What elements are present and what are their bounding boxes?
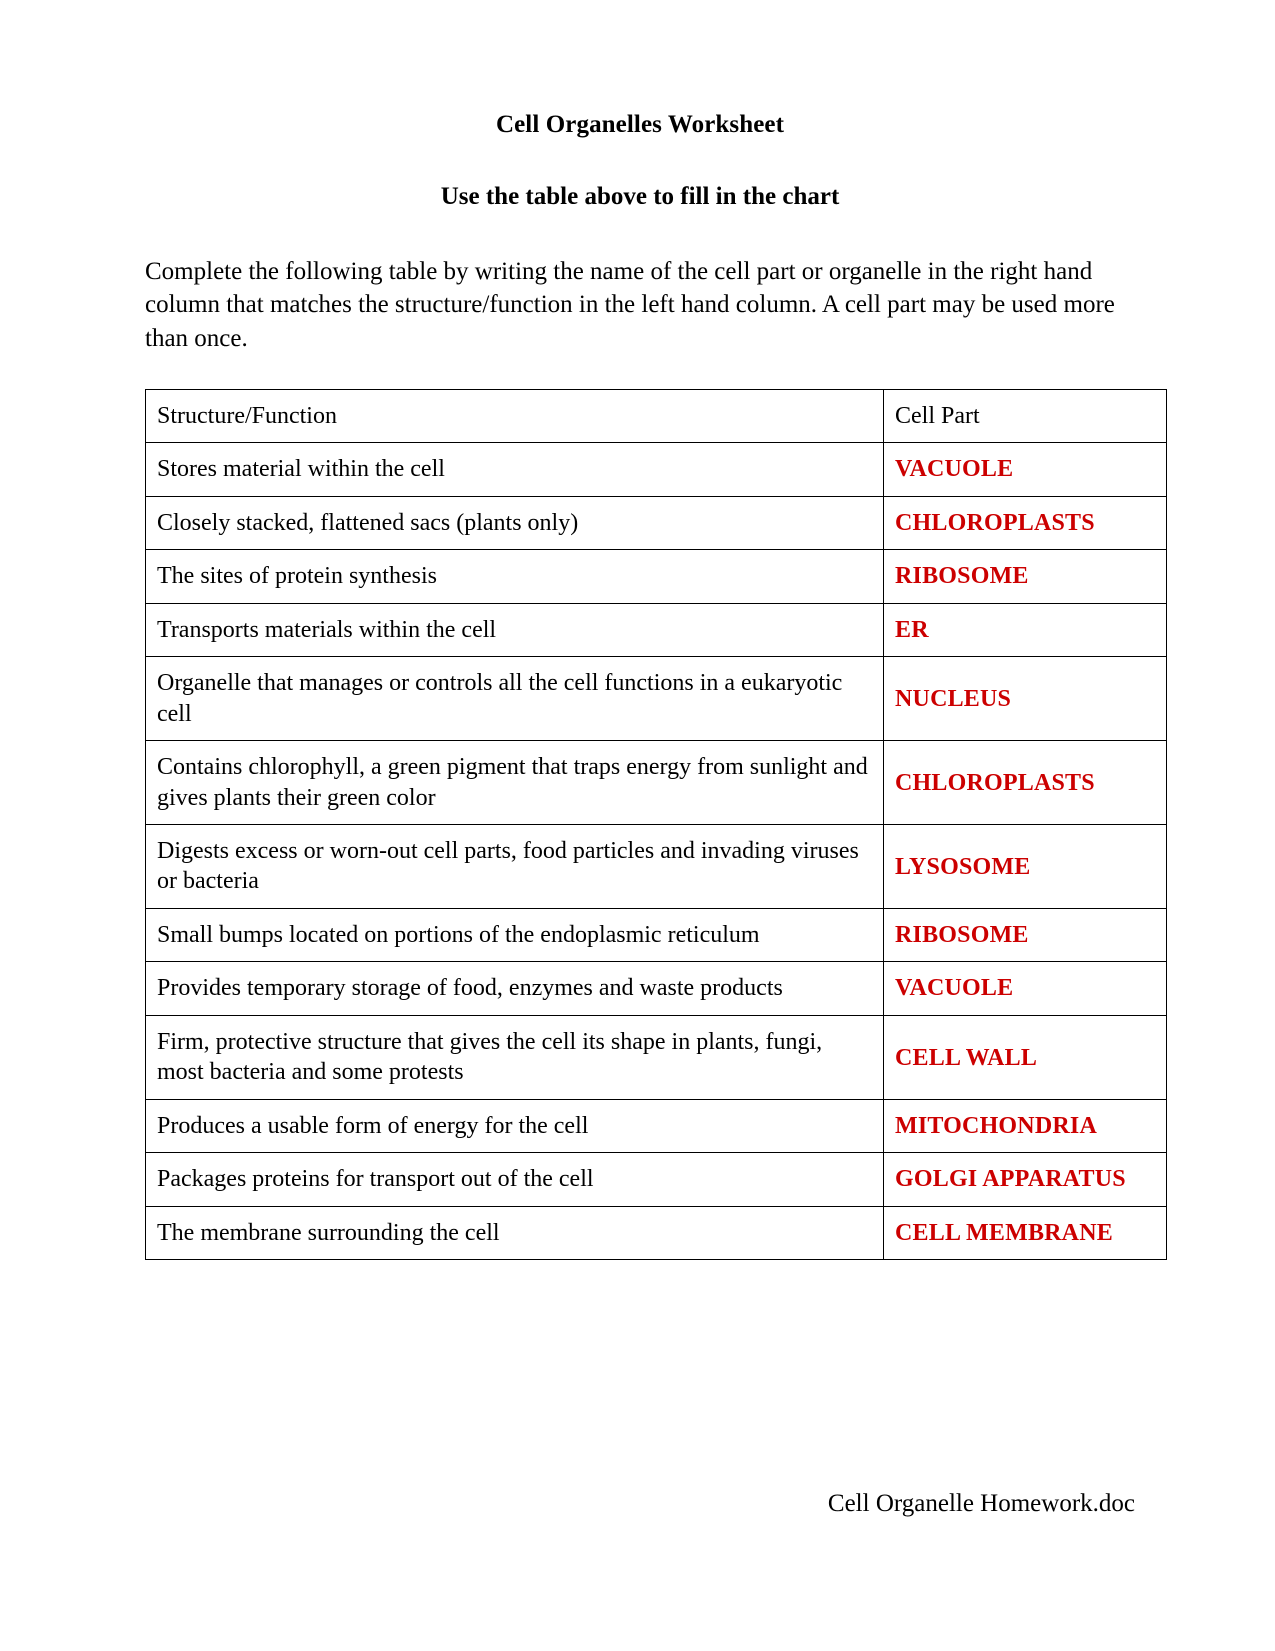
answer-text: RIBOSOME (895, 563, 1029, 590)
cell-part-cell (884, 1153, 1167, 1206)
table-row (146, 741, 1167, 825)
document-footer: Cell Organelle Homework.doc (827, 1490, 1135, 1517)
structure-function-cell: Stores material within the cell (146, 443, 884, 496)
structure-function-cell: The sites of protein synthesis (146, 550, 884, 603)
cell-part-cell (884, 962, 1167, 1015)
cell-part-cell (884, 657, 1167, 741)
cell-part-cell (884, 550, 1167, 603)
table-row (146, 443, 1167, 496)
header-structure-function: Structure/Function (146, 389, 884, 442)
answer-text: VACUOLE (895, 975, 1014, 1002)
table-row (146, 908, 1167, 961)
answer-text: ER (895, 616, 929, 643)
answer-text: GOLGI APPARATUS (895, 1166, 1126, 1193)
table-row (146, 824, 1167, 908)
cell-part-cell (884, 496, 1167, 549)
structure-function-cell: Closely stacked, flattened sacs (plants only) (146, 496, 884, 549)
page-title: Cell Organelles Worksheet (495, 111, 785, 138)
structure-function-cell: Firm, protective structure that gives the cell its shape in plants, fungi, most bacteria and some protests (146, 1015, 884, 1099)
answer-text: RIBOSOME (895, 921, 1029, 948)
table-row (146, 1015, 1167, 1099)
cell-part-cell (884, 1206, 1167, 1259)
cell-organelles-table (145, 389, 1167, 1260)
structure-function-cell: Provides temporary storage of food, enzymes and waste products (146, 962, 884, 1015)
answer-text: VACUOLE (895, 456, 1014, 483)
answer-text: NUCLEUS (895, 686, 1012, 713)
table-row (146, 1206, 1167, 1259)
structure-function-cell: Organelle that manages or controls all the cell functions in a eukaryotic cell (146, 657, 884, 741)
cell-part-cell (884, 1015, 1167, 1099)
table-row (146, 1099, 1167, 1152)
answer-text: CELL WALL (895, 1044, 1038, 1071)
structure-function-cell: Packages proteins for transport out of the cell (146, 1153, 884, 1206)
header-cell-part: Cell Part (884, 389, 1167, 442)
answer-text: CHLOROPLASTS (895, 770, 1095, 797)
answer-text: CELL MEMBRANE (895, 1219, 1113, 1246)
structure-function-cell: The membrane surrounding the cell (146, 1206, 884, 1259)
cell-part-cell (884, 741, 1167, 825)
page-subtitle: Use the table above to fill in the chart (440, 183, 840, 210)
answer-text: MITOCHONDRIA (895, 1112, 1097, 1139)
table-row (146, 496, 1167, 549)
table-header-row (146, 389, 1167, 442)
cell-part-cell (884, 908, 1167, 961)
structure-function-cell: Contains chlorophyll, a green pigment that traps energy from sunlight and gives plants their green color (146, 741, 884, 825)
structure-function-cell: Digests excess or worn-out cell parts, food particles and invading viruses or bacteria (146, 824, 884, 908)
answer-text: LYSOSOME (895, 853, 1031, 880)
table-row (146, 550, 1167, 603)
structure-function-cell: Small bumps located on portions of the endoplasmic reticulum (146, 908, 884, 961)
cell-part-cell (884, 824, 1167, 908)
table-row (146, 603, 1167, 656)
instructions-paragraph: Complete the following table by writing the name of the cell part or organelle in the right hand column that matches the structure/function in the left hand column. A cell part may be used more than once. (145, 258, 1115, 352)
cell-part-cell (884, 443, 1167, 496)
answer-text: CHLOROPLASTS (895, 509, 1095, 536)
structure-function-cell: Transports materials within the cell (146, 603, 884, 656)
table-row (146, 657, 1167, 741)
table-row (146, 962, 1167, 1015)
cell-part-cell (884, 603, 1167, 656)
structure-function-cell: Produces a usable form of energy for the cell (146, 1099, 884, 1152)
cell-part-cell (884, 1099, 1167, 1152)
table-row (146, 1153, 1167, 1206)
